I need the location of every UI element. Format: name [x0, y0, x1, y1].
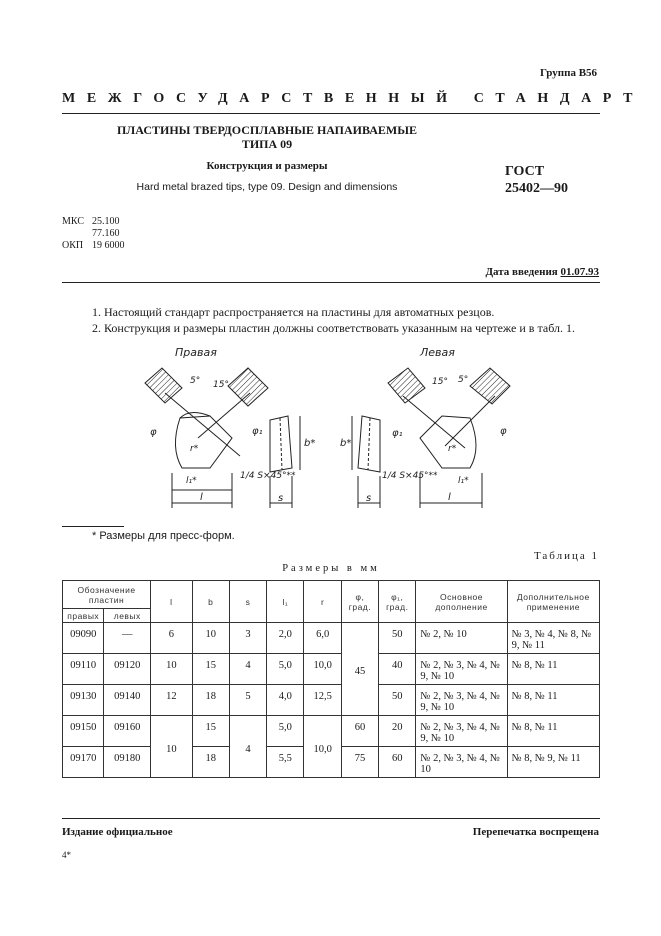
- document-title: ПЛАСТИНЫ ТВЕРДОСПЛАВНЫЕ НАПАИВАЕМЫЕ ТИПА 09: [116, 123, 418, 151]
- footer-rule: [62, 818, 600, 819]
- right-label: Правая: [175, 346, 217, 359]
- th-left: левых: [104, 609, 151, 623]
- th-r: r: [304, 581, 341, 623]
- right-angle-15: 15°: [213, 380, 229, 390]
- right-l: l: [200, 492, 203, 503]
- table-row: 09130 09140 12 18 5 4,0 12,5 50 № 2, № 3, № 4, № 9, № 10 № 8, № 11: [63, 685, 600, 716]
- s-merged: 4: [229, 716, 266, 778]
- phi-merged: 45: [341, 623, 378, 716]
- right-b: b*: [304, 438, 316, 449]
- intro-rule: [62, 282, 600, 283]
- reprint-forbidden: Перепечатка воспрещена: [472, 826, 599, 838]
- header-rule: [62, 113, 600, 114]
- english-title: Hard metal brazed tips, type 09. Design and dimensions: [136, 181, 398, 193]
- table-row: 09170 09180 18 5,5 75 60 № 2, № 3, № 4, № 10 № 8, № 9, № 11: [63, 747, 600, 778]
- th-b: b: [192, 581, 229, 623]
- footnote: * Размеры для пресс-форм.: [92, 530, 235, 542]
- right-s: s: [278, 493, 284, 504]
- th-extra-use: Дополнительное применение: [507, 581, 599, 623]
- th-main-add: Основное дополнение: [416, 581, 507, 623]
- left-label: Левая: [420, 346, 455, 359]
- classifier-row: ОКП 19 6000: [62, 240, 125, 251]
- gost-code: 25402—90: [505, 181, 568, 196]
- classifier-codes: [62, 216, 125, 252]
- standard-banner: МЕЖГОСУДАРСТВЕННЫЙ СТАНДАРТ: [62, 91, 645, 106]
- gost-number: [505, 163, 568, 197]
- right-l1: l₁*: [186, 476, 197, 486]
- group-code: Группа В56: [540, 67, 598, 79]
- table-row: 09110 09120 10 15 4 5,0 10,0 40 № 2, № 3, № 4, № 9, № 10 № 8, № 11: [63, 654, 600, 685]
- classifier-row: МКС 25.100: [62, 216, 120, 227]
- tip-drawing: [120, 338, 600, 518]
- left-r: r*: [448, 444, 457, 454]
- left-l1: l₁*: [458, 476, 469, 486]
- table-row: 09150 09160 10 15 4 5,0 10,0 60 20 № 2, № 3, № 4, № 9, № 10 № 8, № 11: [63, 716, 600, 747]
- table-label: Таблица 1: [533, 550, 599, 562]
- left-phi1: φ₁: [392, 428, 403, 439]
- table-row: 09090 — 6 10 3 2,0 6,0 45 50 № 2, № 10 № 3, № 4, № 8, № 9, № 11: [63, 623, 600, 654]
- left-s: s: [366, 493, 372, 504]
- left-b: b*: [340, 438, 352, 449]
- th-l: l: [151, 581, 192, 623]
- dimensions-table: [62, 580, 600, 778]
- th-phi1: φ₁, град.: [379, 581, 416, 623]
- th-phi: φ, град.: [341, 581, 378, 623]
- th-right: правых: [63, 609, 104, 623]
- paragraph-2: 2. Конструкция и размеры пластин должны соответствовать указанным на чертеже и в табл. 1.: [92, 321, 575, 335]
- paragraph-1: 1. Настоящий стандарт распространяется на пластины для автоматных резцов.: [92, 305, 495, 319]
- right-phi1: φ₁: [252, 426, 263, 437]
- left-l: l: [448, 492, 451, 503]
- th-s: s: [229, 581, 266, 623]
- official-edition: Издание официальное: [62, 826, 173, 838]
- th-designation: Обозначение пластин: [63, 581, 151, 609]
- left-phi: φ: [500, 426, 507, 437]
- footnote-rule: [62, 526, 124, 527]
- right-angle-5: 5°: [190, 376, 201, 386]
- left-chamfer: 1/4 S×45°**: [382, 471, 438, 481]
- right-phi: φ: [150, 427, 157, 438]
- l-merged: 10: [151, 716, 192, 778]
- document-subtitle: Конструкция и размеры: [206, 160, 328, 172]
- units-label: Размеры в мм: [282, 563, 380, 574]
- gost-label: ГОСТ: [505, 164, 545, 179]
- left-angle-15: 15°: [432, 377, 448, 387]
- right-r: r*: [190, 444, 199, 454]
- th-l1: l₁: [267, 581, 304, 623]
- right-chamfer: 1/4 S×45°**: [240, 471, 296, 481]
- left-angle-5: 5°: [458, 375, 469, 385]
- classifier-row: 77.160: [92, 228, 120, 239]
- introduction-date: Дата введения 01.07.93: [485, 266, 599, 278]
- page-number: 4*: [62, 850, 71, 860]
- r-merged: 10,0: [304, 716, 341, 778]
